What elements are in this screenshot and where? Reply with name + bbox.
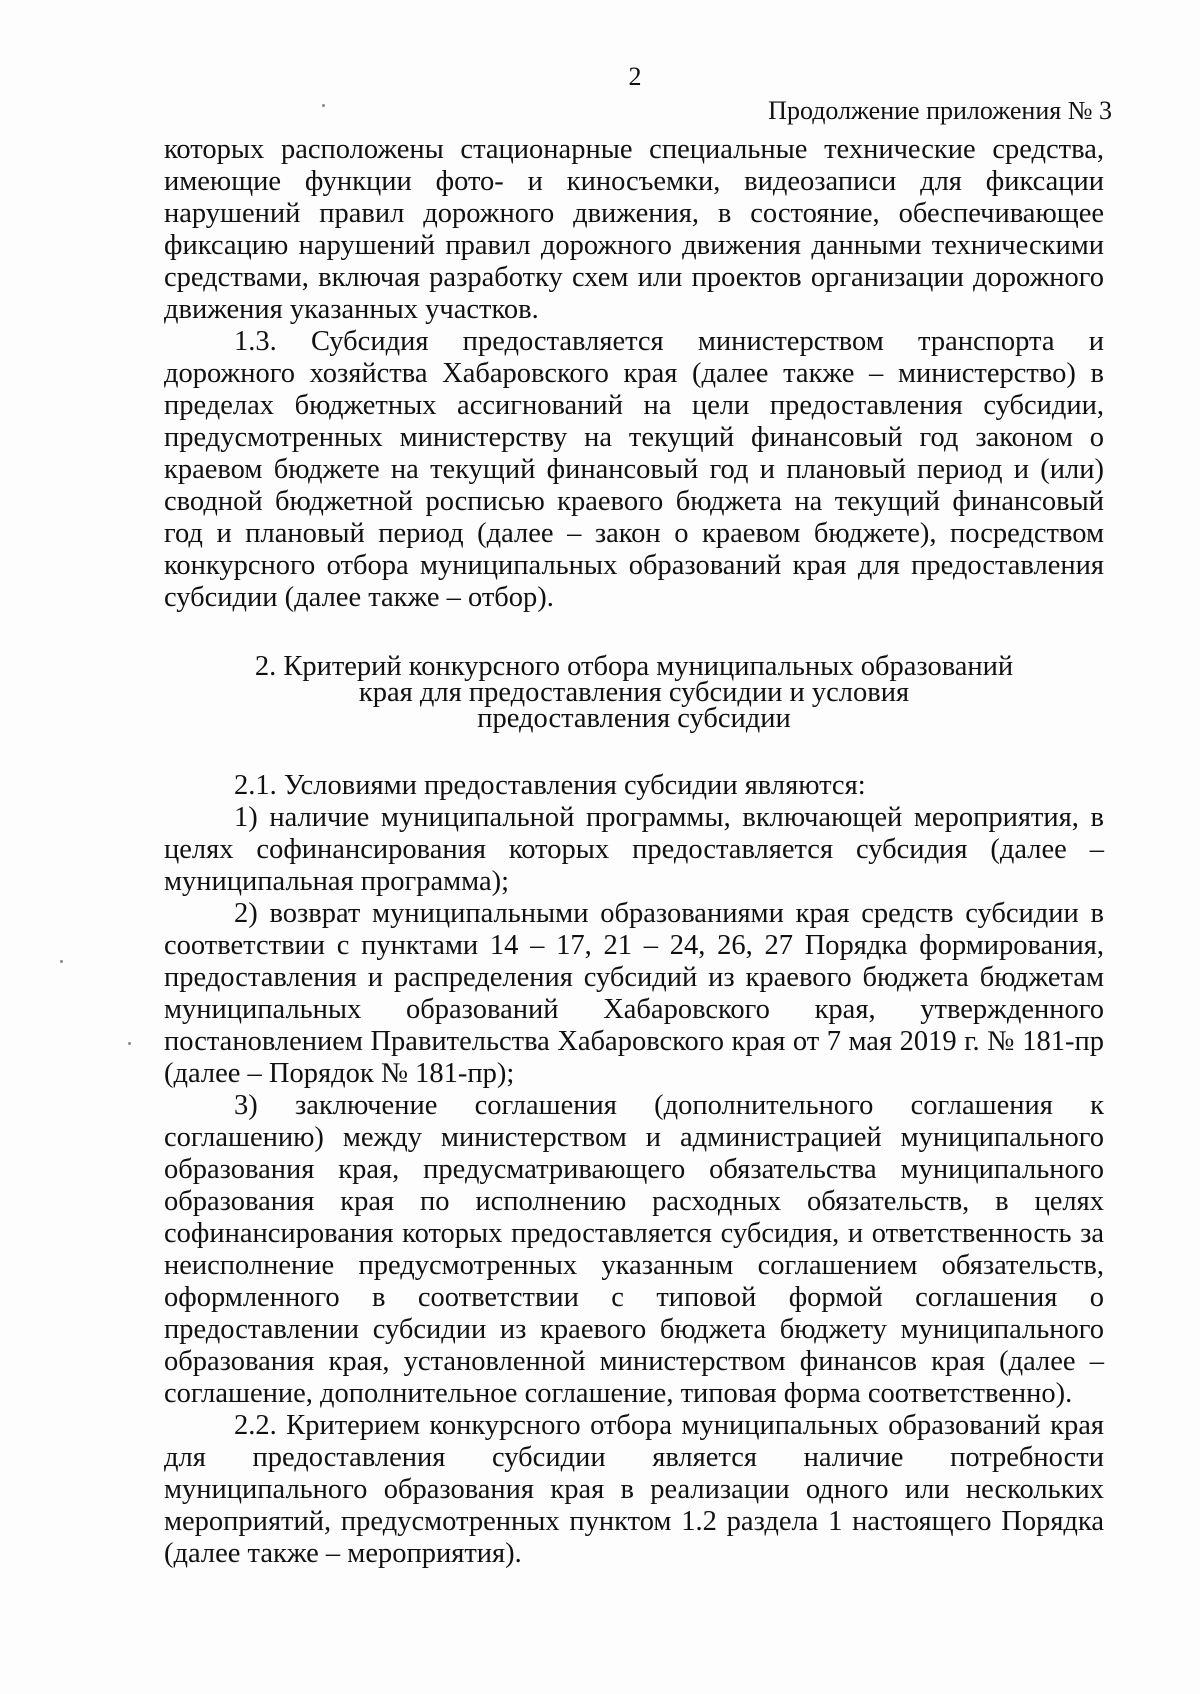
document-body [164, 134, 1104, 1570]
appendix-continuation-label: Продолжение приложения № 3 [768, 96, 1112, 125]
scan-speck [128, 1042, 131, 1045]
paragraph-2-2: 2.2. Критерием конкурсного отбора муниципальных образований края для предоставления субсидии является наличие потребности муниципального образования края в реализации одного или нескольких мероприятий, предусмотренных пунктом 1.2 раздела 1 настоящего Порядка (далее также – мероприятия). [164, 1410, 1104, 1569]
scan-speck [322, 104, 325, 107]
section-2-heading-line-1: 2. Критерий конкурсного отбора муниципальных образований [254, 651, 1014, 682]
condition-item-3: 3) заключение соглашения (дополнительного соглашения к соглашению) между министерством и администрацией муниципального образования края, предусматривающего обязательства муниципального образования края по исполнению расходных обязательств, в целях софинансирования которых предоставляется субсидия, и ответственность за неисполнение предусмотренных указанным соглашением обязательств, оформленного в соответствии с типовой формой соглашения о предоставлении субсидии из краевого бюджета бюджету муниципального образования края, установленной министерством финансов края (далее – соглашение, дополнительное соглашение, типовая форма соответственно). [164, 1090, 1104, 1409]
page-number: 2 [628, 62, 642, 91]
section-2-heading [164, 651, 1104, 734]
scan-speck [60, 960, 63, 963]
paragraph-2-1: 2.1. Условиями предоставления субсидии являются: [234, 770, 866, 801]
paragraph-1-3: 1.3. Субсидия предоставляется министерством транспорта и дорожного хозяйства Хабаровского края (далее также – министерство) в пределах бюджетных ассигнований на цели предоставления субсидии, предусмотренных министерству на текущий финансовый год законом о краевом бюджете на текущий финансовый год и плановый период и (или) сводной бюджетной росписью краевого бюджета на текущий финансовый год и плановый период (далее – закон о краевом бюджете), посредством конкурсного отбора муниципальных образований края для предоставления субсидии (далее также – отбор). [164, 326, 1104, 613]
paragraph-continuation: которых расположены стационарные специальные технические средства, имеющие функции фото- и киносъемки, видеозаписи для фиксации нарушений правил дорожного движения, в состояние, обеспечивающее фиксацию нарушений правил дорожного движения данными техническими средствами, включая разработку схем или проектов организации дорожного движения указанных участков. [164, 134, 1104, 325]
section-2-heading-line-2: края для предоставления субсидии и условия [358, 677, 910, 708]
condition-item-2: 2) возврат муниципальными образованиями края средств субсидии в соответствии с пунктами 14 – 17, 21 – 24, 26, 27 Порядка формирования, предоставления и распределения субсидий из краевого бюджета бюджетам муниципальных образований Хабаровского края, утвержденного постановлением Правительства Хабаровского края от 7 мая 2019 г. № 181-пр (далее – Порядок № 181-пр); [164, 898, 1104, 1089]
section-2-heading-line-3: предоставления субсидии [477, 703, 791, 734]
condition-item-1: 1) наличие муниципальной программы, включающей мероприятия, в целях софинансирования которых предоставляется субсидия (далее – муниципальная программа); [164, 802, 1104, 897]
